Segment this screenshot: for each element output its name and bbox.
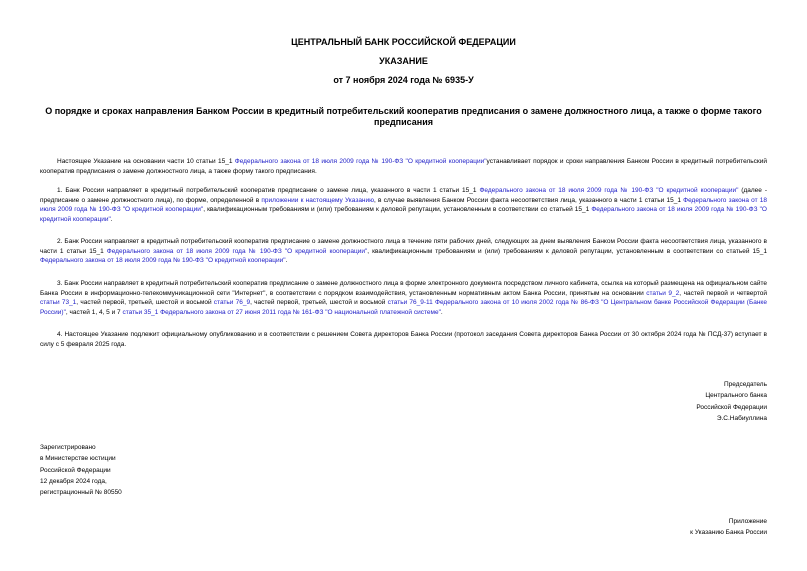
p2-text-3: . <box>285 257 288 265</box>
signatory-name: Э.С.Набиуллина <box>716 414 767 422</box>
signatory-organization: Центрального банка <box>705 392 767 400</box>
p3-text-4: , частей первой, третьей, шестой и восьмой <box>250 299 388 307</box>
appendix-label: Приложение <box>728 518 767 525</box>
registration-line-1: Зарегистрировано <box>40 444 96 451</box>
p2-text-1: 2. Банк России направляет в кредитный потребительский кооператив предписание о замене должностного лица в течение пяти рабочих дней, следующих за днем выявления Банком России факта несоответствия лица, указанного в части 1 статьи 15_1 <box>40 238 767 255</box>
document-type-heading: УКАЗАНИЕ <box>379 56 428 66</box>
p3-text-2: , частей первой и четвертой <box>679 289 767 297</box>
registration-number: регистрационный № 80550 <box>40 489 122 497</box>
paragraph-4 <box>40 330 767 349</box>
p1-appendix-link[interactable]: приложении к настоящему Указанию <box>261 196 375 204</box>
appendix-heading <box>517 516 767 539</box>
p1-law-link-3[interactable]: Федерального закона от 18 июля 2009 года № 190-ФЗ "О кредитной кооперации" <box>40 206 767 223</box>
signatory-position: Председатель <box>723 381 767 388</box>
p1-text-1: 1. Банк России направляет в кредитный потребительский кооператив предписание о замене лица, указанного в части 1 статьи 15_1 <box>57 187 480 194</box>
signature-block <box>517 379 767 424</box>
p1-law-link-1[interactable]: Федерального закона от 18 июля 2009 года № 190-ФЗ "О кредитной кооперации" <box>479 187 739 194</box>
p1-text-4: , квалификационным требованиям и (или) требованиям к деловой репутации, установленным в соответствии со статьей 15_1 <box>203 206 592 214</box>
p2-law-link-2[interactable]: Федерального закона от 18 июля 2009 года № 190-ФЗ "О кредитной кооперации" <box>40 257 286 265</box>
p3-article-9-2-link[interactable]: статьи 9_2 <box>646 289 680 297</box>
registration-date: 12 декабря 2024 года, <box>40 477 107 485</box>
registration-line-3: Российской Федерации <box>40 466 111 474</box>
document-date-number: от 7 ноября 2024 года № 6935-У <box>333 75 474 85</box>
appendix-reference: к Указанию Банка России <box>690 529 767 537</box>
p3-text-5: , частей 1, 4, 5 и 7 <box>65 308 123 316</box>
issuer-heading: ЦЕНТРАЛЬНЫЙ БАНК РОССИЙСКОЙ ФЕДЕРАЦИИ <box>291 37 516 47</box>
p1-law-link-2[interactable]: Федерального закона от 18 июля 2009 года № 190-ФЗ "О кредитной кооперации" <box>40 196 768 214</box>
paragraph-3 <box>40 279 767 317</box>
intro-text-2: устанавливает порядок и сроки направления Банком России в кредитный потребительский кооператив предписания о замене должностного лица, а также форму такого предписания. <box>40 158 767 175</box>
p3-payment-system-law-link[interactable]: статьи 35_1 Федерального закона от 27 июня 2011 года № 161-ФЗ "О национальной платежной системе" <box>122 308 441 316</box>
registration-block <box>40 442 290 498</box>
signatory-country: Российской Федерации <box>696 403 767 411</box>
document-title: О порядке и сроках направления Банком России в кредитный потребительский кооператив предписания о замене должностного лица, а также о форме такого предписания <box>45 106 762 127</box>
paragraph-1 <box>40 186 767 224</box>
p1-text-3: , в случае выявления Банком России факта несоответствия лица, указанного в части 1 статьи 15_1 <box>374 196 684 204</box>
paragraph-2 <box>40 237 767 266</box>
intro-law-link[interactable]: Федерального закона от 18 июля 2009 года № 190-ФЗ "О кредитной кооперации" <box>234 158 487 165</box>
p1-text-5: . <box>110 215 113 223</box>
p4-text-1: 4. Настоящее Указание подлежит официальному опубликованию и в соответствии с решением Совета директоров Банка России (протокол заседания Совета директоров Банка России от 30 октября 2024 года № ПСД-37) вступает в силу с 5 февраля 2025 года. <box>40 331 767 348</box>
p3-text-1: 3. Банк России направляет в кредитный потребительский кооператив предписание о замене должностного лица в форме электронного документа посредством личного кабинета, ссылка на который размещена на официальном сайте Банка России в информационно-телекоммуникационной сети "Интернет", в соответствии с порядком взаимодействия, установленным нормативным актом Банка России, принятым на основании <box>40 280 767 297</box>
p3-article-73-1-link[interactable]: статьи 73_1 <box>40 299 77 307</box>
p2-text-2: , квалификационным требованиям и (или) требованиям к деловой репутации, установленным в соответствии со статьей 15_1 <box>367 247 767 255</box>
p1-text-2: (далее - предписание о замене должностного лица), по форме, определенной в <box>40 187 767 204</box>
p3-text-3: , частей первой, третьей, шестой и восьмой <box>76 299 214 307</box>
registration-line-2: в Министерстве юстиции <box>40 455 116 463</box>
intro-text-1: Настоящее Указание на основании части 10 статьи 15_1 <box>57 158 235 165</box>
intro-paragraph <box>40 157 767 176</box>
p2-law-link-1[interactable]: Федерального закона от 18 июля 2009 года № 190-ФЗ "О кредитной кооперации" <box>106 247 368 255</box>
p3-article-76-9-link[interactable]: статьи 76_9 <box>213 299 251 307</box>
p3-text-6: . <box>440 308 443 316</box>
p3-central-bank-law-link[interactable]: статьи 76_9-11 Федерального закона от 10 июля 2002 года № 86-ФЗ "О Центральном банке Российской Федерации (Банке России)" <box>40 299 767 316</box>
